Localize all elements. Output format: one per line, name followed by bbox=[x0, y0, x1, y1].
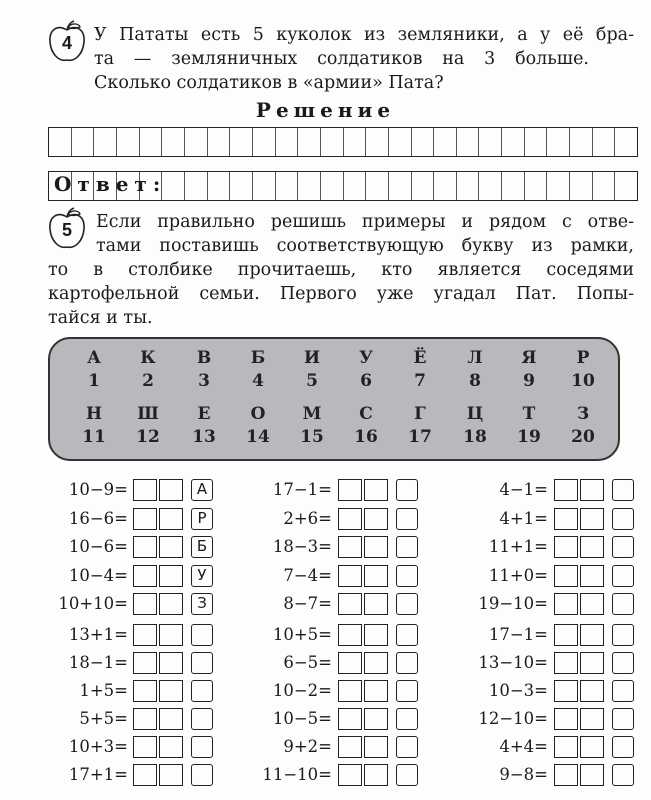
code-letter: Я bbox=[521, 348, 537, 368]
answer-digit-box[interactable] bbox=[159, 708, 183, 730]
answer-digit-box[interactable] bbox=[133, 624, 157, 646]
answer-digit-box[interactable] bbox=[159, 565, 183, 587]
solution-cell[interactable] bbox=[525, 128, 548, 156]
letter-answer-box[interactable] bbox=[396, 764, 418, 786]
solution-cell[interactable] bbox=[162, 128, 185, 156]
answer-cell[interactable] bbox=[366, 172, 389, 200]
answer-digit-box[interactable] bbox=[159, 652, 183, 674]
answer-digit-box[interactable] bbox=[554, 680, 578, 702]
answer-digit-box[interactable] bbox=[159, 508, 183, 530]
answer-digit-box[interactable] bbox=[554, 593, 578, 615]
code-number: 10 bbox=[571, 371, 595, 391]
code-number: 4 bbox=[252, 371, 264, 391]
code-letter: Ё bbox=[413, 348, 427, 368]
exercise-equation: 18−1= bbox=[68, 653, 128, 672]
solution-cell[interactable] bbox=[140, 128, 163, 156]
solution-cell[interactable] bbox=[298, 128, 321, 156]
solution-cell[interactable] bbox=[615, 128, 637, 156]
answer-digit-box[interactable] bbox=[133, 479, 157, 501]
task-5-line: то в столбике прочитаешь, кто является соседями bbox=[48, 260, 634, 280]
answer-digit-box[interactable] bbox=[580, 624, 604, 646]
answer-digit-box[interactable] bbox=[554, 764, 578, 786]
code-letter: Б bbox=[250, 348, 266, 368]
answer-digit-box[interactable] bbox=[338, 593, 362, 615]
answer-digit-box[interactable] bbox=[364, 652, 388, 674]
answer-digit-box[interactable] bbox=[133, 680, 157, 702]
exercise-equation: 16−6= bbox=[68, 508, 128, 528]
answer-digit-box[interactable] bbox=[159, 736, 183, 758]
task-5-number: 5 bbox=[61, 220, 72, 240]
solution-cell[interactable] bbox=[434, 128, 457, 156]
code-number: 14 bbox=[246, 427, 270, 447]
answer-digit-box[interactable] bbox=[554, 708, 578, 730]
letter-answer-box[interactable] bbox=[191, 736, 213, 758]
code-letter: У bbox=[359, 348, 373, 368]
answer-digit-box[interactable] bbox=[338, 624, 362, 646]
answer-cell[interactable] bbox=[593, 172, 616, 200]
exercise-equation: 7−4= bbox=[283, 565, 332, 585]
answer-digit-box[interactable] bbox=[364, 565, 388, 587]
answer-cell[interactable] bbox=[547, 172, 570, 200]
solution-cell[interactable] bbox=[479, 128, 502, 156]
exercise-equation: 4−1= bbox=[499, 480, 548, 499]
code-number: 18 bbox=[463, 427, 487, 447]
answer-digit-box[interactable] bbox=[554, 536, 578, 558]
answer-digit-box[interactable] bbox=[133, 736, 157, 758]
letter-answer-box[interactable] bbox=[612, 708, 634, 730]
answer-digit-box[interactable] bbox=[133, 593, 157, 615]
exercise-equation: 11+0= bbox=[488, 565, 548, 585]
answer-digit-box[interactable] bbox=[554, 565, 578, 587]
task-5-line: картофельной семьи. Первого уже угадал Пат. Попы- bbox=[48, 284, 634, 304]
letter-answer-box[interactable] bbox=[396, 680, 418, 702]
answer-digit-box[interactable] bbox=[338, 680, 362, 702]
code-letter: Е bbox=[197, 404, 211, 424]
code-letter: Р bbox=[576, 348, 590, 368]
task-5-line: тайся и ты. bbox=[48, 308, 153, 328]
solution-grid[interactable] bbox=[48, 127, 638, 157]
answer-cell[interactable] bbox=[457, 172, 480, 200]
answer-label: Ответ: bbox=[54, 172, 167, 196]
answer-digit-box[interactable] bbox=[554, 508, 578, 530]
solution-cell[interactable] bbox=[49, 128, 72, 156]
code-number: 7 bbox=[414, 371, 426, 391]
exercise-equation: 11−10= bbox=[262, 765, 332, 784]
code-letter: О bbox=[250, 404, 266, 424]
answer-digit-box[interactable] bbox=[338, 764, 362, 786]
solution-cell[interactable] bbox=[253, 128, 276, 156]
answer-cell[interactable] bbox=[412, 172, 435, 200]
letter-answer-box[interactable] bbox=[612, 536, 634, 558]
letter-answer-box[interactable] bbox=[612, 508, 634, 530]
letter-answer-box[interactable] bbox=[191, 708, 213, 730]
answer-digit-box[interactable] bbox=[133, 652, 157, 674]
task-4-line: Сколько солдатиков в «армии» Пата? bbox=[94, 73, 444, 93]
code-letter: С bbox=[359, 404, 373, 424]
exercise-equation: 10+10= bbox=[58, 594, 128, 613]
answer-digit-box[interactable] bbox=[159, 536, 183, 558]
exercise-equation: 1+5= bbox=[79, 681, 128, 700]
letter-answer-box[interactable]: У bbox=[191, 565, 213, 587]
letter-code-table bbox=[48, 337, 620, 461]
code-number: 13 bbox=[192, 427, 216, 447]
solution-cell[interactable] bbox=[389, 128, 412, 156]
task-5-text bbox=[48, 210, 634, 330]
answer-digit-box[interactable] bbox=[554, 479, 578, 501]
exercise-equation: 4+4= bbox=[499, 737, 548, 756]
letter-answer-box[interactable] bbox=[396, 736, 418, 758]
letter-answer-box[interactable] bbox=[396, 708, 418, 730]
answer-digit-box[interactable] bbox=[580, 736, 604, 758]
answer-digit-box[interactable] bbox=[364, 764, 388, 786]
letter-answer-box[interactable] bbox=[396, 652, 418, 674]
answer-digit-box[interactable] bbox=[364, 479, 388, 501]
answer-cell[interactable] bbox=[502, 172, 525, 200]
answer-cell[interactable] bbox=[185, 172, 208, 200]
answer-digit-box[interactable] bbox=[159, 624, 183, 646]
exercise-equation: 12−10= bbox=[478, 709, 548, 728]
answer-digit-box[interactable] bbox=[580, 479, 604, 501]
task-4-line: та — земляничных солдатиков на 3 больше. bbox=[94, 49, 589, 69]
code-number: 2 bbox=[142, 371, 154, 391]
letter-answer-box[interactable] bbox=[191, 624, 213, 646]
code-number: 16 bbox=[354, 427, 378, 447]
exercise-equation: 10−5= bbox=[272, 709, 332, 728]
task-4-line: У Пататы есть 5 куколок из земляники, а у её бра- bbox=[94, 25, 634, 45]
letter-answer-box[interactable] bbox=[191, 680, 213, 702]
answer-cell[interactable] bbox=[389, 172, 412, 200]
code-letter: Ц bbox=[466, 404, 484, 424]
code-letter: Н bbox=[85, 404, 103, 424]
answer-digit-box[interactable] bbox=[133, 536, 157, 558]
code-number: 19 bbox=[517, 427, 541, 447]
letter-answer-box[interactable] bbox=[612, 652, 634, 674]
code-number: 5 bbox=[306, 371, 318, 391]
letter-answer-box[interactable]: Б bbox=[191, 536, 213, 558]
exercise-equation: 13+1= bbox=[68, 625, 128, 644]
answer-digit-box[interactable] bbox=[554, 652, 578, 674]
answer-cell[interactable] bbox=[321, 172, 344, 200]
letter-answer-box[interactable]: А bbox=[191, 479, 213, 501]
code-letter: Т bbox=[522, 404, 536, 424]
answer-digit-box[interactable] bbox=[364, 593, 388, 615]
letter-answer-box[interactable] bbox=[612, 593, 634, 615]
code-letter: Г bbox=[414, 404, 426, 424]
solution-cell[interactable] bbox=[321, 128, 344, 156]
exercise-equation: 10−3= bbox=[488, 681, 548, 700]
answer-digit-box[interactable] bbox=[364, 736, 388, 758]
task-4-number: 4 bbox=[61, 33, 72, 53]
code-number: 20 bbox=[571, 427, 595, 447]
code-letter: К bbox=[140, 348, 156, 368]
answer-digit-box[interactable] bbox=[159, 479, 183, 501]
code-letter: А bbox=[87, 348, 101, 368]
answer-digit-box[interactable] bbox=[338, 736, 362, 758]
answer-digit-box[interactable] bbox=[159, 764, 183, 786]
exercise-equation: 13−10= bbox=[478, 653, 548, 672]
code-letter: Ш bbox=[137, 404, 159, 424]
code-letter: Л bbox=[467, 348, 483, 368]
letter-answer-box[interactable] bbox=[612, 680, 634, 702]
code-letter: З bbox=[576, 404, 590, 424]
exercise-equation: 10−2= bbox=[272, 681, 332, 700]
exercise-equation: 2+6= bbox=[283, 508, 332, 528]
letter-answer-box[interactable] bbox=[396, 593, 418, 615]
exercise-equation: 6−5= bbox=[283, 653, 332, 672]
code-letter: И bbox=[303, 348, 321, 368]
exercise-equation: 10+5= bbox=[272, 625, 332, 644]
code-number: 6 bbox=[360, 371, 372, 391]
answer-digit-box[interactable] bbox=[580, 565, 604, 587]
code-number: 15 bbox=[300, 427, 324, 447]
solution-cell[interactable] bbox=[457, 128, 480, 156]
solution-cell[interactable] bbox=[230, 128, 253, 156]
exercise-equation: 4+1= bbox=[499, 508, 548, 528]
code-number: 9 bbox=[523, 371, 535, 391]
solution-cell[interactable] bbox=[94, 128, 117, 156]
letter-answer-box[interactable] bbox=[396, 536, 418, 558]
exercise-equation: 10−6= bbox=[68, 537, 128, 556]
letter-answer-box[interactable] bbox=[396, 508, 418, 530]
letter-answer-box[interactable] bbox=[396, 624, 418, 646]
answer-cell[interactable] bbox=[276, 172, 299, 200]
answer-digit-box[interactable] bbox=[580, 652, 604, 674]
answer-digit-box[interactable] bbox=[338, 479, 362, 501]
solution-heading: Решение bbox=[255, 98, 396, 122]
answer-digit-box[interactable] bbox=[580, 708, 604, 730]
solution-cell[interactable] bbox=[502, 128, 525, 156]
letter-answer-box[interactable] bbox=[191, 764, 213, 786]
exercise-equation: 5+5= bbox=[79, 709, 128, 728]
answer-digit-box[interactable] bbox=[133, 565, 157, 587]
solution-cell[interactable] bbox=[344, 128, 367, 156]
answer-digit-box[interactable] bbox=[133, 764, 157, 786]
code-number: 12 bbox=[136, 427, 160, 447]
letter-answer-box[interactable]: З bbox=[191, 593, 213, 615]
code-number: 8 bbox=[469, 371, 481, 391]
exercise-equation: 17−1= bbox=[272, 480, 332, 499]
solution-cell[interactable] bbox=[570, 128, 593, 156]
letter-answer-box[interactable] bbox=[191, 652, 213, 674]
answer-digit-box[interactable] bbox=[580, 680, 604, 702]
exercise-equation: 17−1= bbox=[488, 625, 548, 644]
answer-digit-box[interactable] bbox=[338, 565, 362, 587]
solution-cell[interactable] bbox=[547, 128, 570, 156]
letter-answer-box[interactable] bbox=[396, 565, 418, 587]
answer-digit-box[interactable] bbox=[364, 680, 388, 702]
answer-digit-box[interactable] bbox=[133, 708, 157, 730]
exercise-equation: 9−8= bbox=[499, 765, 548, 784]
letter-answer-box[interactable] bbox=[612, 736, 634, 758]
answer-cell[interactable] bbox=[479, 172, 502, 200]
answer-cell[interactable] bbox=[615, 172, 637, 200]
answer-digit-box[interactable] bbox=[580, 508, 604, 530]
answer-digit-box[interactable] bbox=[338, 708, 362, 730]
answer-cell[interactable] bbox=[298, 172, 321, 200]
letter-answer-box[interactable] bbox=[396, 479, 418, 501]
solution-cell[interactable] bbox=[276, 128, 299, 156]
answer-digit-box[interactable] bbox=[133, 508, 157, 530]
exercise-equation: 9+2= bbox=[283, 737, 332, 756]
solution-cell[interactable] bbox=[72, 128, 95, 156]
answer-digit-box[interactable] bbox=[554, 736, 578, 758]
exercise-equation: 18−3= bbox=[272, 537, 332, 556]
exercise-equation: 17+1= bbox=[68, 765, 128, 784]
task-4-apple-icon bbox=[47, 20, 87, 64]
code-number: 1 bbox=[88, 371, 100, 391]
solution-cell[interactable] bbox=[366, 128, 389, 156]
letter-answer-box[interactable] bbox=[612, 479, 634, 501]
answer-digit-box[interactable] bbox=[364, 624, 388, 646]
exercise-equation: 10−9= bbox=[68, 480, 128, 499]
answer-cell[interactable] bbox=[344, 172, 367, 200]
code-number: 11 bbox=[82, 427, 106, 447]
answer-digit-box[interactable] bbox=[159, 593, 183, 615]
letter-answer-box[interactable] bbox=[612, 624, 634, 646]
code-letter: М bbox=[302, 404, 322, 424]
solution-cell[interactable] bbox=[208, 128, 231, 156]
letter-answer-box[interactable] bbox=[612, 565, 634, 587]
answer-cell[interactable] bbox=[570, 172, 593, 200]
solution-cell[interactable] bbox=[117, 128, 140, 156]
solution-cell[interactable] bbox=[412, 128, 435, 156]
exercise-equation: 8−7= bbox=[283, 594, 332, 613]
exercise-equation: 19−10= bbox=[478, 594, 548, 613]
code-number: 3 bbox=[198, 371, 210, 391]
solution-cell[interactable] bbox=[185, 128, 208, 156]
answer-digit-box[interactable] bbox=[580, 764, 604, 786]
task-5-line: Если правильно решишь примеры и рядом с отве- bbox=[96, 212, 634, 232]
answer-digit-box[interactable] bbox=[580, 593, 604, 615]
answer-digit-box[interactable] bbox=[338, 536, 362, 558]
answer-digit-box[interactable] bbox=[159, 680, 183, 702]
answer-digit-box[interactable] bbox=[338, 508, 362, 530]
answer-digit-box[interactable] bbox=[554, 624, 578, 646]
letter-answer-box[interactable]: Р bbox=[191, 508, 213, 530]
letter-answer-box[interactable] bbox=[612, 764, 634, 786]
answer-cell[interactable] bbox=[253, 172, 276, 200]
code-letter: В bbox=[196, 348, 212, 368]
solution-cell[interactable] bbox=[593, 128, 616, 156]
answer-digit-box[interactable] bbox=[364, 536, 388, 558]
exercise-equation: 11+1= bbox=[488, 537, 548, 556]
answer-digit-box[interactable] bbox=[364, 508, 388, 530]
answer-cell[interactable] bbox=[208, 172, 231, 200]
exercise-equation: 10−4= bbox=[68, 565, 128, 585]
task-5-line: тами поставишь соответствующую букву из рамки, bbox=[96, 236, 634, 256]
answer-digit-box[interactable] bbox=[338, 652, 362, 674]
task-4-text bbox=[94, 23, 634, 95]
exercise-equation: 10+3= bbox=[68, 737, 128, 756]
answer-digit-box[interactable] bbox=[364, 708, 388, 730]
answer-digit-box[interactable] bbox=[580, 536, 604, 558]
answer-cell[interactable] bbox=[230, 172, 253, 200]
answer-cell[interactable] bbox=[434, 172, 457, 200]
code-number: 17 bbox=[408, 427, 432, 447]
answer-cell[interactable] bbox=[525, 172, 548, 200]
